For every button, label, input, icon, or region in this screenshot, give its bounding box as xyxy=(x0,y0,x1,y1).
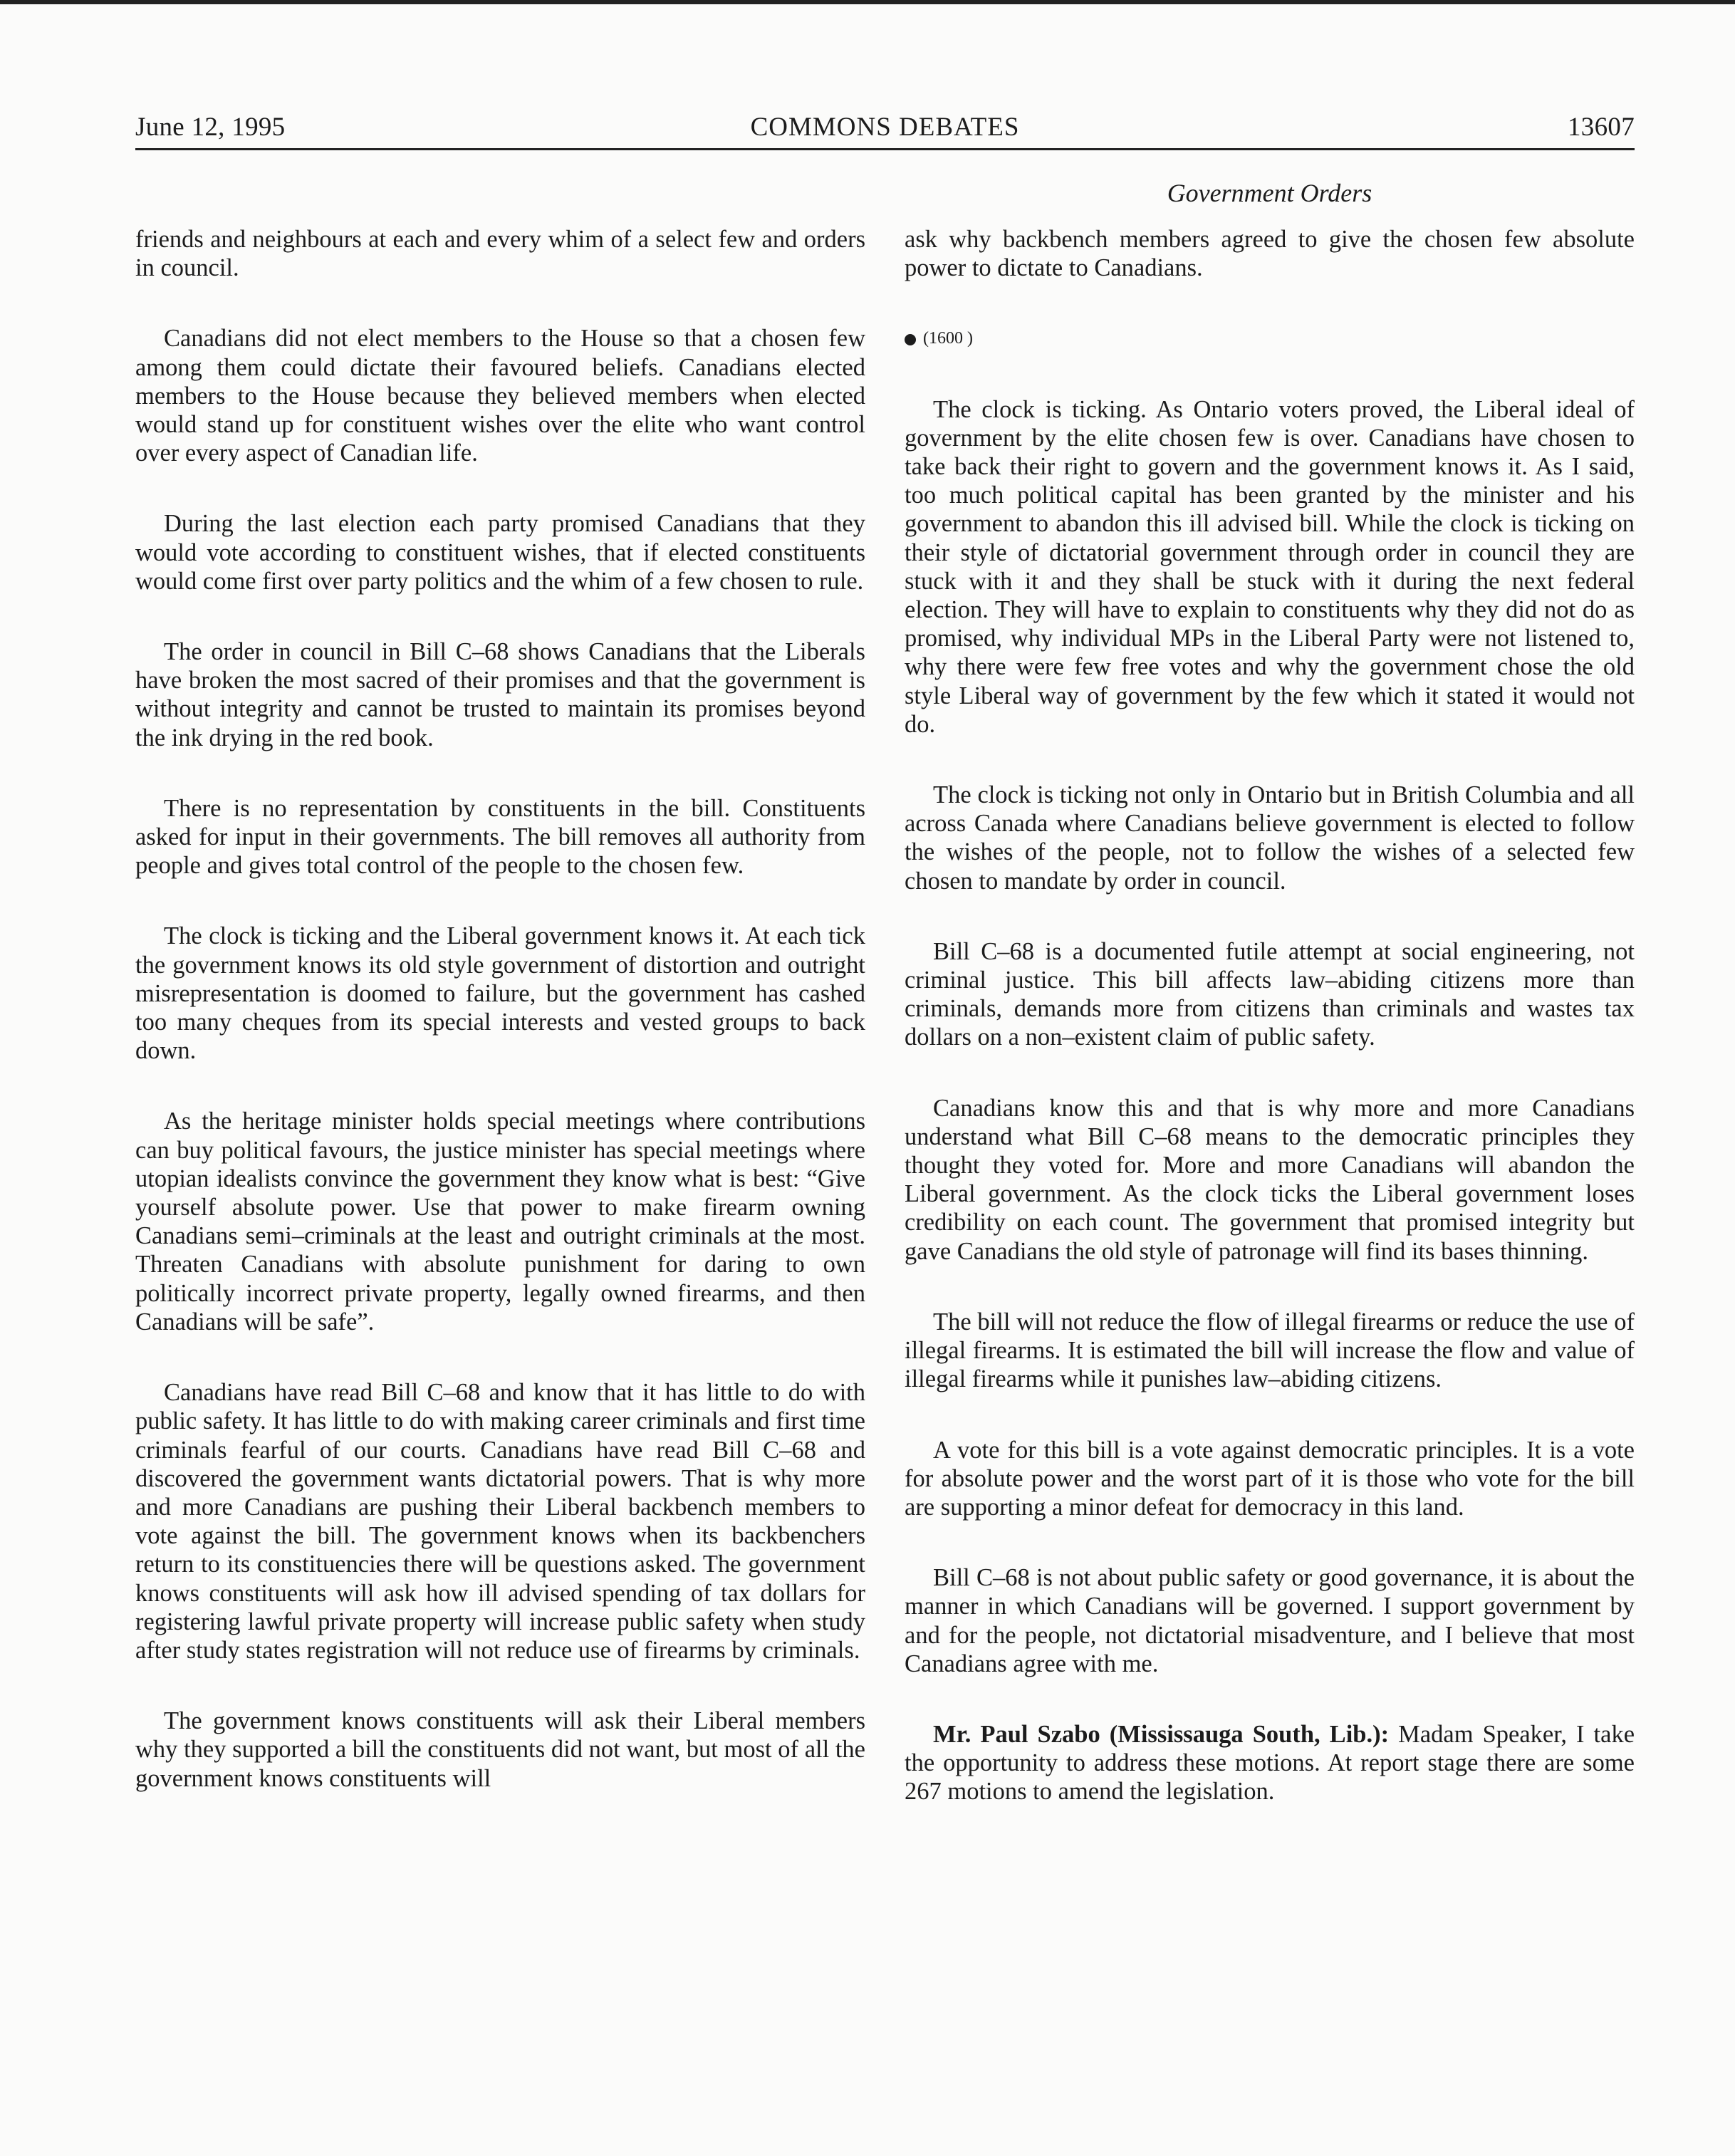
paragraph: The bill will not reduce the flow of illegal firearms or reduce the use of illegal firearms. It is estimated the bill will increase the flow and value of illegal firearms while it punishes law–abiding citizens. xyxy=(905,1308,1635,1393)
paragraph: ask why backbench members agreed to give the chosen few absolute power to dictate to Canadians. xyxy=(905,226,1635,282)
section-label: Government Orders xyxy=(1167,179,1372,207)
paragraph: The clock is ticking not only in Ontario but in British Columbia and all across Canada where Canadians believe government is elected to follow the wishes of the people, not to follow the wishes of a selected few chosen to mandate by order in council. xyxy=(905,781,1635,895)
paragraph: Bill C–68 is not about public safety or good governance, it is about the manner in which Canadians will be governed. I support government by and for the people, not dictatorial misadventure, and I believe that most Canadians agree with me. xyxy=(905,1564,1635,1677)
paragraph: Canadians did not elect members to the House so that a chosen few among them could dictate their favoured beliefs. Canadians elected members to the House because they believed members when elected would stand up for constituent wishes over the elite who want control over every aspect of Canadian life. xyxy=(135,325,865,467)
speaker-name: Mr. Paul Szabo (Mississauga South, Lib.): xyxy=(933,1720,1390,1748)
time-marker xyxy=(905,324,1635,353)
paragraph: Bill C–68 is a documented futile attempt at social engineering, not criminal justice. This bill affects law–abiding citizens more than criminals, demands more from citizens than criminals and wastes tax dollars on a non–existent claim of public safety. xyxy=(905,937,1635,1051)
paragraph: Canadians know this and that is why more and more Canadians understand what Bill C–68 means to the democratic principles they thought they voted for. More and more Canadians will abandon the Liberal government. As the clock ticks the Liberal government loses credibility on each count. The government that promised integrity but gave Canadians the old style of patronage will find its bases thinning. xyxy=(905,1094,1635,1265)
running-head xyxy=(135,100,1635,142)
paragraph: The clock is ticking and the Liberal government knows it. At each tick the government knows its old style government of distortion and outright misrepresentation is doomed to failure, but the government has cashed too many cheques from its special interests and vested groups to back down. xyxy=(135,922,865,1065)
paragraph: During the last election each party promised Canadians that they would vote according to constituent wishes, that if elected constituents would come first over party politics and the whim of a few chosen to rule. xyxy=(135,510,865,595)
paragraph: A vote for this bill is a vote against democratic principles. It is a vote for absolute power and the worst part of it is those who vote for the bill are supporting a minor defeat for democracy in this land. xyxy=(905,1436,1635,1521)
header-date: June 12, 1995 xyxy=(135,113,286,142)
right-column xyxy=(905,225,1635,1848)
paragraph: As the heritage minister holds special meetings where contributions can buy political favours, the justice minister has special meetings where utopian idealists convince the government they know what is best: “Give yourself absolute power. Use that power to make firearm owning Canadians semi–criminals at the least and outright criminals at the most. Threaten Canadians with absolute punishment for daring to own politically incorrect private property, legally owned firearms, and then Canadians will be safe”. xyxy=(135,1108,865,1335)
paragraph: The clock is ticking. As Ontario voters proved, the Liberal ideal of government by the elite chosen few is over. Canadians have chosen to take back their right to govern and the government knows it. As I said, too much political capital has been granted by the minister and his government to abandon this ill advised bill. While the clock is ticking on their style of dictatorial government through order in council they are stuck with it and they shall be stuck with it during the next federal election. They will have to explain to constituents why they did not do as promised, why individual MPs in the Liberal Party were not listened to, why there were few free votes and why the government chose the old style Liberal way of government by the few which it stated it would not do. xyxy=(905,395,1635,738)
speaker-paragraph xyxy=(905,1720,1635,1806)
left-column xyxy=(135,225,865,1835)
bullet-icon xyxy=(905,334,916,345)
page-top-edge xyxy=(0,0,1735,4)
paragraph: The order in council in Bill C–68 shows Canadians that the Liberals have broken the most sacred of their promises and that the government is without integrity and cannot be trusted to maintain its promises beyond the ink drying in the red book. xyxy=(135,638,865,751)
header-publication: COMMONS DEBATES xyxy=(750,113,1020,142)
header-rule xyxy=(135,148,1635,150)
paragraph: friends and neighbours at each and every whim of a select few and orders in council. xyxy=(135,226,865,282)
paragraph: Canadians have read Bill C–68 and know that it has little to do with public safety. It has little to do with making career criminals and first time criminals fearful of our courts. Canadians have read Bill C–68 and discovered the government wants dictatorial powers. That is why more and more Canadians are pushing their Liberal backbench members to vote against the bill. The government knows when its backbenchers return to its constituencies there will be questions asked. The government knows constituents will ask how ill advised spending of tax dollars for registering lawful private property will increase public safety when study after study states registration will not reduce use of firearms by criminals. xyxy=(135,1379,865,1664)
header-page-number: 13607 xyxy=(1568,113,1635,142)
paragraph: The government knows constituents will ask their Liberal members why they supported a bill the constituents did not want, but most of all the government knows constituents will xyxy=(135,1707,865,1792)
paragraph: There is no representation by constituents in the bill. Constituents asked for input in their governments. The bill removes all authority from people and gives total control of the people to the chosen few. xyxy=(135,794,865,880)
speaker-text: Madam Speaker, I take the opportunity to address these motions. At report stage there are some 267 motions to amend the legislation. xyxy=(905,1720,1635,1806)
time-marker-text: (1600 ) xyxy=(923,329,973,348)
